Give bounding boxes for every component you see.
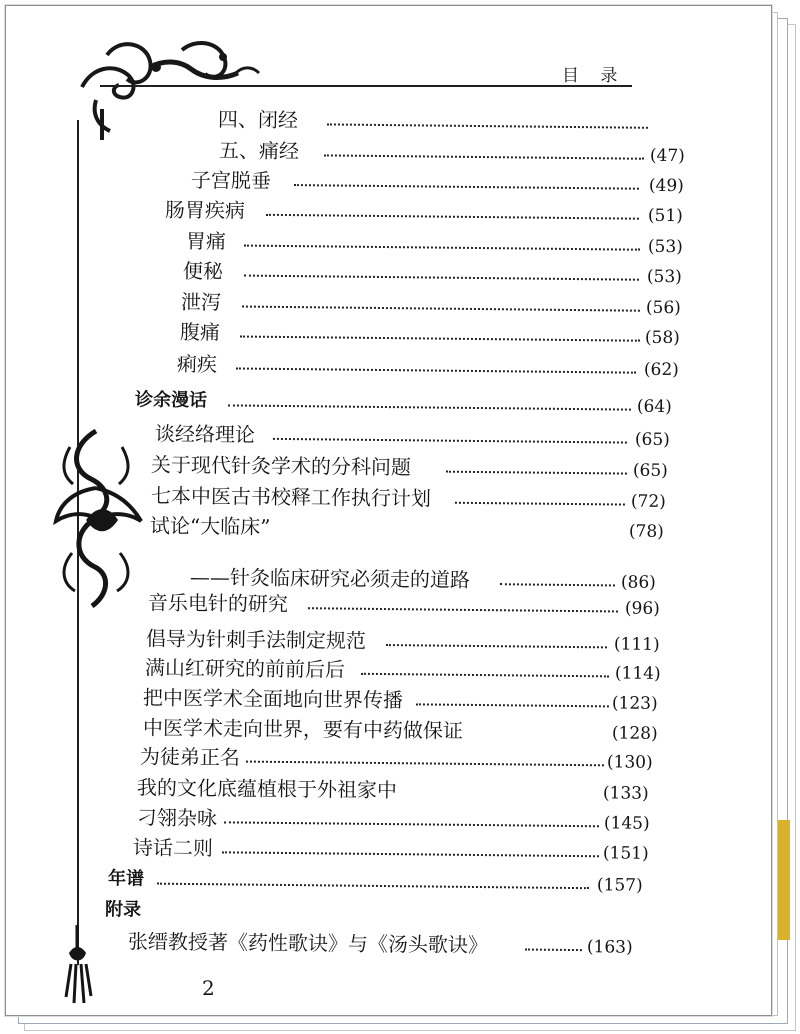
- toc-entry-title: 刁翎杂咏: [136, 805, 218, 831]
- toc-entry-leader: [228, 404, 631, 412]
- toc-entry-leader: [327, 123, 648, 130]
- toc-entry-leader: [296, 530, 625, 537]
- toc-entry-title: 痢疾: [176, 351, 218, 377]
- toc-entry-page: (53): [646, 266, 682, 288]
- toc-entry-page: (53): [647, 236, 683, 258]
- toc-entry-leader: [222, 851, 599, 859]
- toc-entry-page: (65): [634, 429, 670, 451]
- toc-entry-page: (58): [644, 327, 680, 349]
- toc-entry-title: 泄泻: [180, 289, 222, 315]
- toc-entry-title: 诗话二则: [132, 835, 214, 861]
- toc-entry-title: 我的文化底蕴植根于外祖家中: [136, 775, 398, 803]
- toc-entry-page: (65): [632, 460, 668, 481]
- toc-entry-page: (78): [628, 521, 664, 542]
- toc-section-title: 年谱: [107, 868, 145, 890]
- toc-entry-title: 为徒弟正名: [139, 744, 241, 770]
- toc-entry-title: 子宫脱垂: [190, 168, 272, 193]
- toc-entry-title: 便秘: [182, 258, 224, 284]
- toc-section-title: 附录: [104, 899, 142, 921]
- contents-header: 目 录: [562, 66, 626, 86]
- toc-entry-title: 中医学术走向世界，要有中药做保证: [142, 715, 464, 743]
- toc-entry-title: 七本中医古书校释工作执行计划: [150, 483, 432, 511]
- toc-entry-leader: [324, 154, 644, 161]
- toc-entry-page: (56): [645, 297, 681, 319]
- toc-entry-leader: [455, 502, 625, 508]
- toc-entry-leader: [361, 673, 609, 680]
- toc-entry-leader: [410, 793, 598, 799]
- toc-entry-leader: [525, 948, 582, 953]
- toc-entry-leader: [244, 245, 640, 253]
- toc-entry-leader: [486, 734, 606, 739]
- page-number: 2: [202, 976, 215, 1000]
- toc-entry-title: 五、痛经: [218, 138, 300, 164]
- toc-entry-page: (49): [648, 175, 684, 197]
- toc-entry-title: 关于现代针灸学术的分科问题: [150, 452, 412, 480]
- toc-entry-page: (111): [613, 634, 660, 655]
- toc-entry-page: (47): [649, 145, 685, 167]
- toc-entry-title: 满山红研究的前前后后: [144, 655, 346, 682]
- toc-entry-page: (123): [611, 693, 658, 714]
- toc-entry-page: (145): [603, 813, 650, 834]
- toc-entry-leader: [386, 644, 607, 650]
- top-border-rule: [100, 85, 632, 87]
- toc-section-title: 诊余漫话: [134, 389, 208, 412]
- toc-entry-page: (51): [647, 205, 683, 227]
- toc-entry-page: (151): [602, 843, 649, 864]
- toc-entry-leader: [500, 583, 615, 588]
- toc-entry-page: (62): [643, 359, 679, 381]
- toc-entry-leader: [240, 336, 640, 344]
- toc-entry-leader: [308, 607, 618, 614]
- toc-entry-leader: [224, 821, 599, 829]
- toc-entry-title: 音乐电针的研究: [147, 590, 289, 617]
- toc-entry-leader: [246, 761, 604, 769]
- toc-entry-leader: [242, 306, 640, 314]
- toc-entry-leader: [266, 214, 639, 222]
- toc-entry-title: 胃痛: [185, 228, 227, 254]
- toc-entry-leader: [446, 471, 627, 477]
- toc-entry-leader: [157, 883, 589, 892]
- toc-entry-title: 张缙教授著《药性歌诀》与《汤头歌诀》: [127, 929, 489, 958]
- toc-entry-page: (130): [606, 752, 653, 773]
- toc-entry-page: (163): [586, 937, 633, 958]
- toc-entry-title: 倡导为针刺手法制定规范: [145, 626, 367, 653]
- toc-entry-leader: [416, 703, 609, 709]
- toc-entry-page: (114): [614, 663, 661, 684]
- toc-entry-leader: [244, 275, 639, 283]
- toc-entry-leader: [236, 367, 636, 375]
- toc-entry-title: 谈经络理论: [154, 421, 256, 447]
- toc-entry-page: (157): [596, 875, 643, 896]
- toc-entry-page: (72): [630, 491, 666, 512]
- toc-entry-title: ——针灸临床研究必须走的道路: [189, 564, 471, 592]
- toc-entry-title: 把中医学术全面地向世界传播: [142, 685, 404, 713]
- toc-entry-page: (86): [620, 572, 656, 593]
- toc-entry-leader: [273, 438, 627, 446]
- toc-entry-leader: [294, 184, 639, 192]
- toc-entry-title: 试论“大临床”: [149, 513, 271, 539]
- toc-entry-page: (96): [624, 598, 660, 619]
- toc-entry-title: 四、闭经: [217, 107, 299, 133]
- toc-entry-title: 肠胃疾病: [164, 197, 246, 223]
- toc-entry-page: (64): [636, 396, 672, 418]
- toc-entry-title: 腹痛: [179, 319, 221, 345]
- toc-entry-page: (133): [602, 783, 649, 804]
- toc-entry-page: (128): [611, 723, 658, 744]
